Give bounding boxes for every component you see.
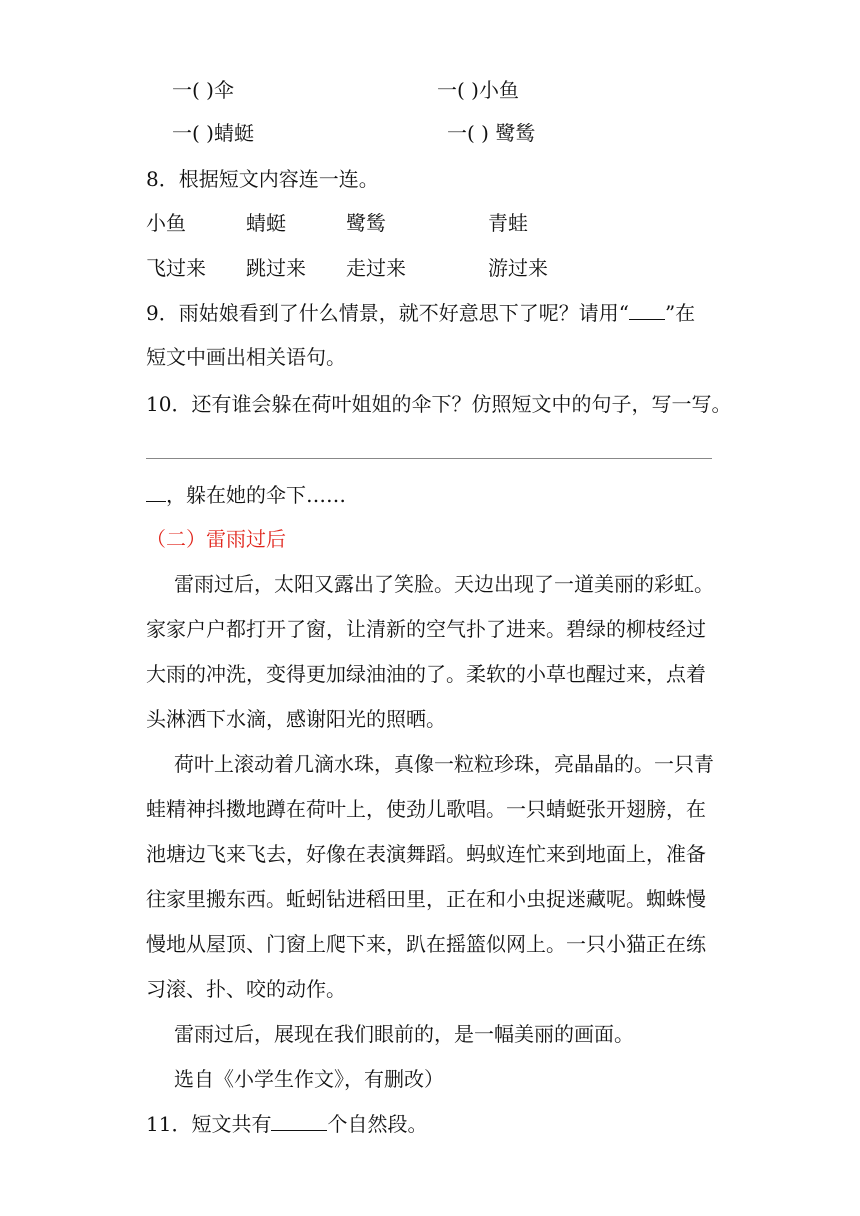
paragraph-1-line: 家家户户都打开了窗，让清新的空气扑了进来。碧绿的柳枝经过	[146, 617, 706, 641]
animal-item: 青蛙	[488, 211, 528, 235]
question-9-line-1	[146, 300, 695, 326]
fill-blank-row-2-left: 一( )蜻蜓	[172, 121, 254, 145]
paragraph-2-line: 蛙精神抖擞地蹲在荷叶上，使劲儿歌唱。一只蜻蜓张开翅膀，在	[146, 797, 706, 821]
question-11	[146, 1111, 427, 1137]
paragraph-2-line: 往家里搬东西。蚯蚓钻进稻田里，正在和小虫捉迷藏呢。蜘蛛慢	[146, 887, 706, 911]
question-9-text-a: 9．雨姑娘看到了什么情景，就不好意思下了呢？请用“	[146, 301, 629, 325]
animal-item: 鹭鸶	[346, 211, 386, 235]
question-11-prefix: 11．短文共有	[146, 1112, 272, 1136]
action-item: 游过来	[488, 256, 548, 280]
section-title: （二）雷雨过后	[146, 527, 286, 551]
source-note: 选自《小学生作文》，有删改）	[174, 1067, 444, 1091]
paragraph-1-line: 雷雨过后，太阳又露出了笑脸。天边出现了一道美丽的彩虹。	[174, 572, 714, 596]
paragraph-2-line: 习滚、扑、咬的动作。	[146, 977, 346, 1001]
paragraph-2-line: 池塘边飞来飞去，好像在表演舞蹈。蚂蚁连忙来到地面上，准备	[146, 842, 706, 866]
fill-blank-row-1-left: 一( )伞	[172, 78, 234, 102]
question-9-text-b: ”在	[664, 301, 696, 325]
answer-line[interactable]	[146, 458, 712, 459]
fill-blank-row-2-right: 一( ) 鹭鸶	[447, 121, 536, 145]
answer-tail	[146, 482, 346, 508]
answer-blank[interactable]	[146, 485, 166, 502]
question-11-suffix: 个自然段。	[327, 1112, 428, 1136]
action-item: 走过来	[346, 256, 406, 280]
underline-sample	[629, 301, 665, 320]
action-item: 跳过来	[246, 256, 306, 280]
paragraph-3: 雷雨过后，展现在我们眼前的，是一幅美丽的画面。	[174, 1022, 634, 1046]
paragraph-2-line: 慢地从屋顶、门窗上爬下来，趴在摇篮似网上。一只小猫正在练	[146, 932, 706, 956]
animal-item: 小鱼	[146, 211, 186, 235]
answer-tail-text: ，躲在她的伞下……	[166, 483, 346, 507]
paragraph-1-line: 大雨的冲洗，变得更加绿油油的了。柔软的小草也醒过来，点着	[146, 662, 706, 686]
paragraph-1-line: 头淋洒下水滴，感谢阳光的照晒。	[146, 707, 446, 731]
paragraph-count-blank[interactable]	[271, 1114, 327, 1131]
animal-item: 蜻蜓	[246, 211, 286, 235]
question-9-line-2: 短文中画出相关语句。	[146, 345, 346, 369]
fill-blank-row-1-right: 一( )小鱼	[437, 78, 519, 102]
action-item: 飞过来	[146, 256, 206, 280]
question-10: 10．还有谁会躲在荷叶姐姐的伞下？仿照短文中的句子，写一写。	[146, 392, 732, 416]
question-8: 8．根据短文内容连一连。	[146, 167, 379, 191]
paragraph-2-line: 荷叶上滚动着几滴水珠，真像一粒粒珍珠，亮晶晶的。一只青	[174, 752, 714, 776]
